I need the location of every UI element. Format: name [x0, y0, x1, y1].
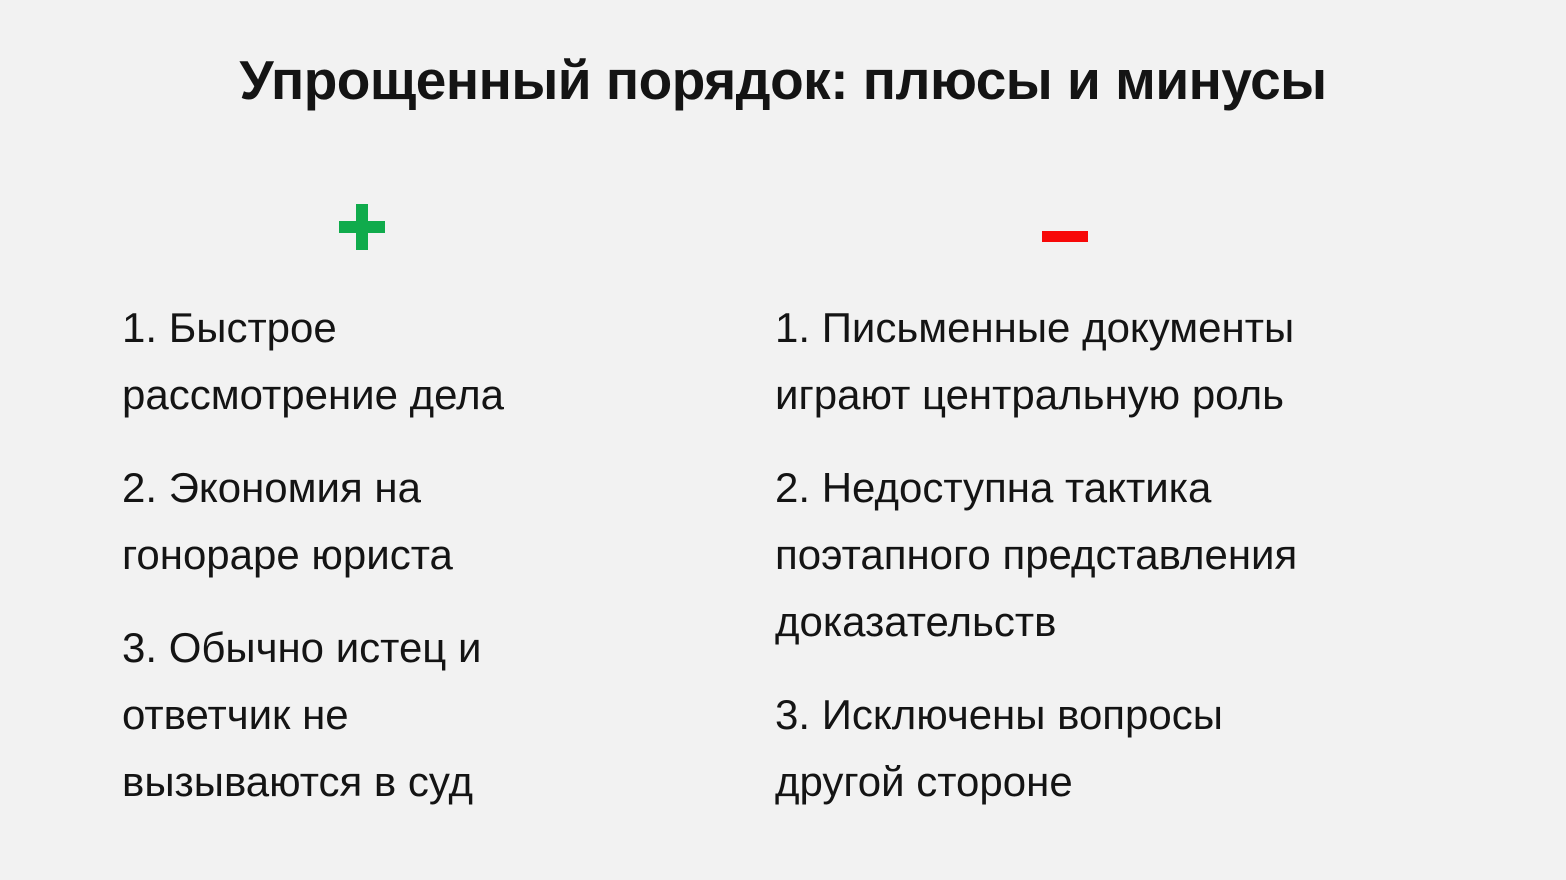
- list-item-line: 3. Исключены вопросы: [775, 691, 1223, 738]
- cons-list: [775, 294, 1355, 815]
- list-item-line: доказательств: [775, 598, 1057, 645]
- plus-icon: [339, 204, 385, 250]
- page-title: Упрощенный порядок: плюсы и минусы: [239, 49, 1327, 111]
- list-item: [775, 294, 1355, 428]
- list-item: [775, 681, 1355, 815]
- list-item-line: 3. Обычно истец и: [122, 624, 482, 671]
- pros-list: [122, 294, 602, 815]
- list-item: [122, 294, 602, 428]
- list-item: [122, 614, 602, 815]
- list-item-line: вызываются в суд: [122, 758, 473, 805]
- list-item-line: поэтапного представления: [775, 531, 1298, 578]
- minus-icon: [1042, 231, 1088, 242]
- list-item-line: гонораре юриста: [122, 531, 453, 578]
- cons-sign: [775, 192, 1355, 262]
- list-item-line: 1. Быстрое: [122, 304, 337, 351]
- pros-sign: [122, 192, 602, 262]
- list-item-line: 2. Недоступна тактика: [775, 464, 1212, 511]
- list-item-line: играют центральную роль: [775, 371, 1285, 418]
- list-item: [775, 454, 1355, 655]
- list-item: [122, 454, 602, 588]
- list-item-line: рассмотрение дела: [122, 371, 504, 418]
- list-item-line: ответчик не: [122, 691, 349, 738]
- cons-column: [775, 192, 1355, 841]
- list-item-line: 2. Экономия на: [122, 464, 421, 511]
- pros-column: [122, 192, 602, 841]
- list-item-line: другой стороне: [775, 758, 1073, 805]
- list-item-line: 1. Письменные документы: [775, 304, 1295, 351]
